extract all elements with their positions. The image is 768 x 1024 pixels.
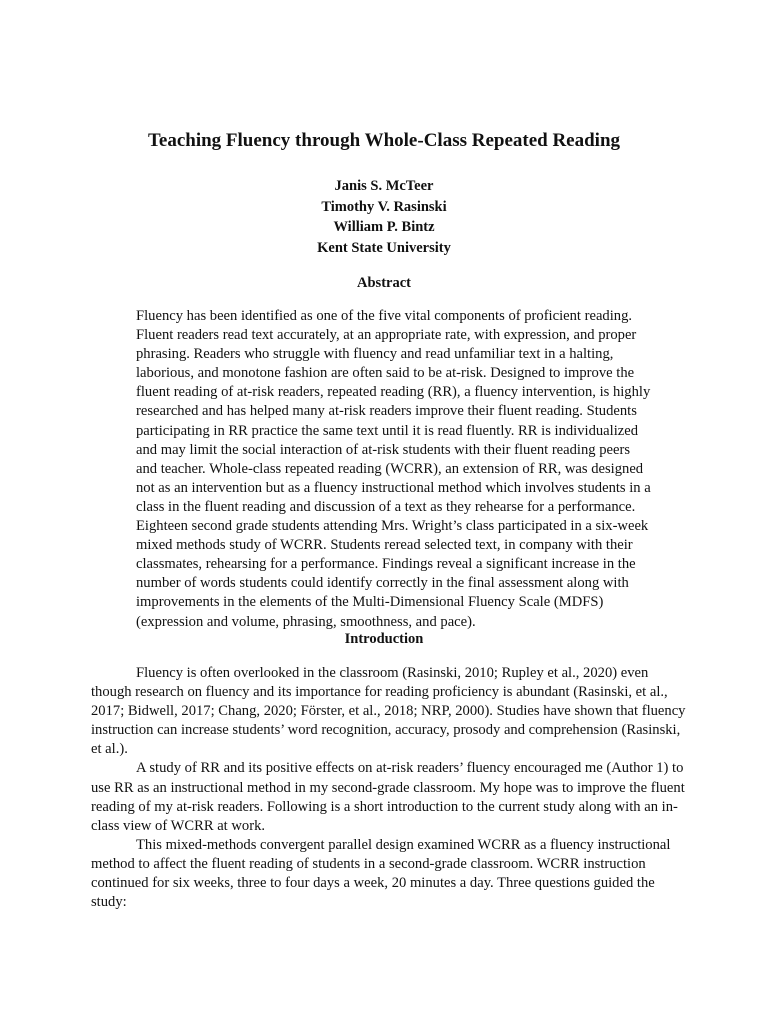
introduction-paragraph: This mixed-methods convergent parallel design examined WCRR as a fluency instructional method to affect the fluent reading of students in a second-grade classroom. WCRR instruction continued for six weeks, three to four days a week, 20 minutes a day. Three questions guided the study: [91, 836, 671, 911]
paper-title: Teaching Fluency through Whole-Class Repeated Reading [147, 130, 621, 151]
abstract-paragraph: Fluency has been identified as one of the five vital components of proficient reading. Fluent readers read text accurately, at an appropriate rate, with expression, and proper phrasing. Readers who struggle with fluency and read unfamiliar text in a halting, laborious, and monotone fashion are often said to be at-risk. Designed to improve the fluent reading of at-risk readers, repeated reading (RR), a fluency intervention, is highly researched and has helped many at-risk readers improve their fluent reading. Students participating in RR practice the same text until it is read fluently. RR is individualized and may limit the social interaction of at-risk students with their fluent reading peers and teacher. Whole-class repeated reading (WCRR), an extension of RR, was designed not as an intervention but as a fluency instructional method which involves students in a class in the fluent reading and discussion of a text as they rehearse for a performance. Eighteen second grade students attending Mrs. Wright’s class participated in a six-week mixed methods study of WCRR. Students reread selected text, in company with their classmates, rehearsing for a performance. Findings reveal a significant increase in the number of words students could identify correctly in the final assessment along with improvements in the elements of the Multi-Dimensional Fluency Scale (MDFS) (expression and volume, phrasing, smoothness, and pace). [136, 308, 651, 630]
introduction-paragraph: Fluency is often overlooked in the classroom (Rasinski, 2010; Rupley et al., 2020) even though research on fluency and its importance for reading proficiency is abundant (Rasinski, et al., 2017; Bidwell, 2017; Chang, 2020; Förster, et al., 2018; NRP, 2000). Studies have shown that fluency instruction can increase students’ word recognition, accuracy, prosody and comprehension (Rasinski, et al.). [91, 665, 686, 758]
author-name: Timothy V. Rasinski [321, 198, 447, 215]
author-block [0, 176, 768, 258]
introduction-body [91, 664, 689, 912]
introduction-paragraph: A study of RR and its positive effects on at-risk readers’ fluency encouraged me (Author 1) to use RR as an instructional method in my second-grade classroom. My hope was to improve the fluent reading of my at-risk readers. Following is a short introduction to the current study along with an in-class view of WCRR at work. [91, 760, 685, 834]
abstract-heading: Abstract [357, 275, 411, 291]
introduction-heading: Introduction [344, 631, 424, 647]
author-name: Janis S. McTeer [334, 178, 434, 194]
author-name: William P. Bintz [333, 219, 435, 235]
author-affiliation: Kent State University [317, 239, 451, 256]
